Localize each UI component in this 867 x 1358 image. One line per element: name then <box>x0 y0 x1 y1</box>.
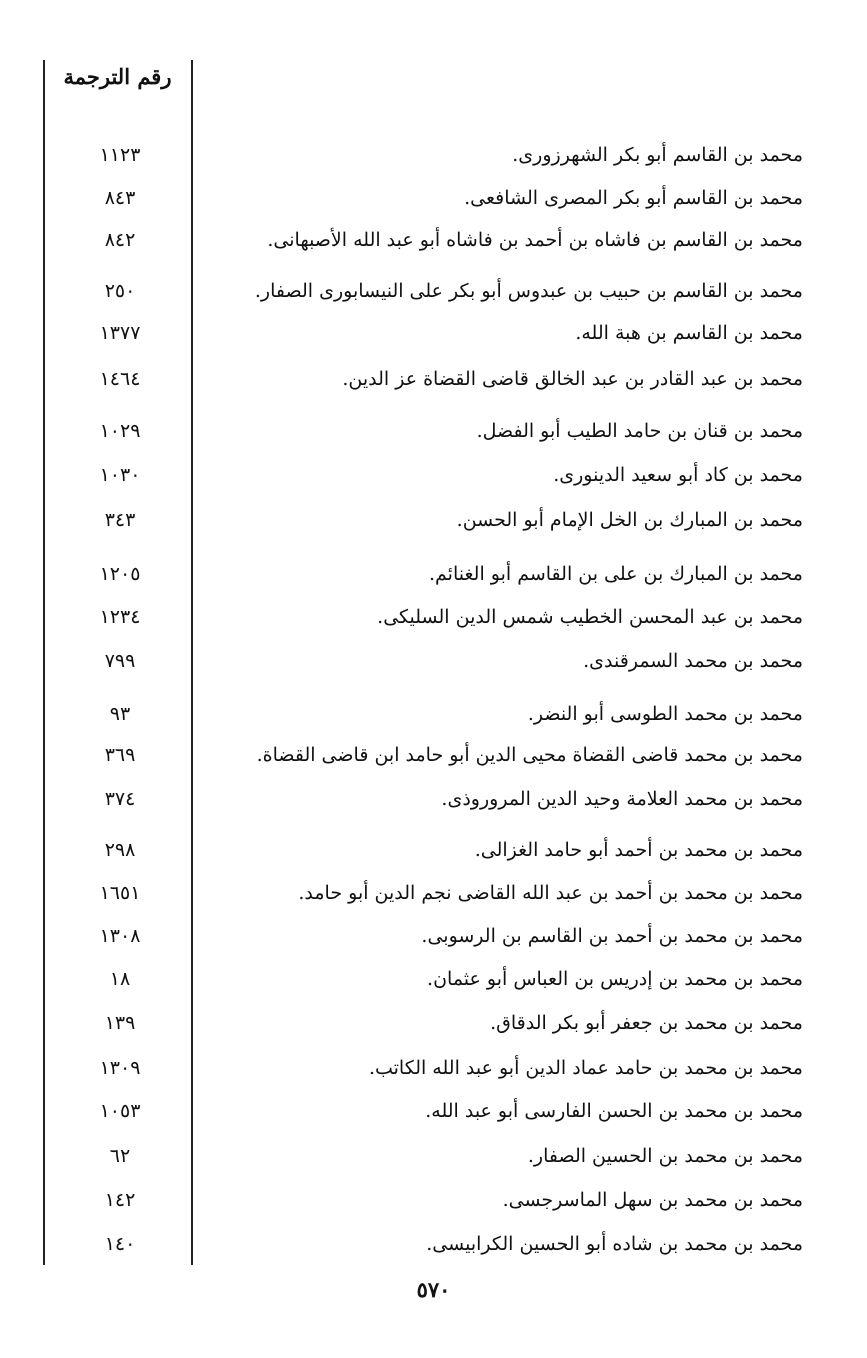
entry-number: ١٣٠٩ <box>99 1057 141 1079</box>
list-item <box>0 602 867 642</box>
number-column-header: رقم الترجمة <box>63 64 172 89</box>
entry-number: ١٢٣٤ <box>99 606 141 628</box>
list-item <box>0 878 867 918</box>
list-item <box>0 1141 867 1181</box>
entry-number: ١٣٧٧ <box>99 322 141 344</box>
list-item <box>0 646 867 686</box>
entry-name: محمد بن محمد بن الحسين الصفار. <box>527 1145 803 1167</box>
list-item <box>0 1229 867 1269</box>
entry-number: ١٠٢٩ <box>99 420 141 442</box>
entry-number: ١٤٠ <box>104 1233 136 1255</box>
list-item <box>0 505 867 545</box>
list-item <box>0 276 867 316</box>
entry-number: ١٠٥٣ <box>99 1100 141 1122</box>
entry-number: ١٦٥١ <box>99 882 141 904</box>
list-item <box>0 784 867 824</box>
entry-name: محمد بن محمد بن الحسن الفارسى أبو عبد الله. <box>425 1100 803 1122</box>
list-item <box>0 183 867 223</box>
entry-number: ١٢٠٥ <box>99 563 141 585</box>
entry-name: محمد بن محمد العلامة وحيد الدين المروروذى. <box>441 788 803 810</box>
list-item <box>0 835 867 875</box>
entry-name: محمد بن محمد بن أحمد بن القاسم بن الرسوبى. <box>421 925 803 947</box>
entry-name: محمد بن القاسم أبو بكر المصرى الشافعى. <box>464 187 803 209</box>
list-item <box>0 318 867 358</box>
list-item <box>0 225 867 265</box>
entry-number: ١٣٠٨ <box>99 925 141 947</box>
entry-number: ١٨ <box>109 968 131 990</box>
entry-number: ١٣٩ <box>104 1012 136 1034</box>
entry-number: ١٤٢ <box>104 1189 136 1211</box>
entry-number: ٣٧٤ <box>104 788 136 810</box>
entry-number: ٣٤٣ <box>104 509 136 531</box>
list-item <box>0 559 867 599</box>
list-item <box>0 364 867 404</box>
entry-number: ١٤٦٤ <box>99 368 141 390</box>
entry-number: ٩٣ <box>109 703 131 725</box>
list-item <box>0 460 867 500</box>
entry-name: محمد بن محمد بن شاده أبو الحسين الكرابيسى. <box>426 1233 803 1255</box>
entry-name: محمد بن عبد المحسن الخطيب شمس الدين السليكى. <box>377 606 803 628</box>
entry-number: ٢٥٠ <box>104 280 136 302</box>
entry-name: محمد بن محمد بن أحمد أبو حامد الغزالى. <box>474 839 803 861</box>
entry-number: ٧٩٩ <box>104 650 136 672</box>
list-item <box>0 964 867 1004</box>
entry-name: محمد بن محمد بن سهل الماسرجسى. <box>502 1189 803 1211</box>
list-item <box>0 140 867 180</box>
entry-name: محمد بن محمد قاضى القضاة محيى الدين أبو حامد ابن قاضى القضاة. <box>256 744 803 766</box>
entry-name: محمد بن محمد بن حامد عماد الدين أبو عبد الله الكاتب. <box>368 1057 803 1079</box>
list-item <box>0 1096 867 1136</box>
entry-name: محمد بن القاسم بن هبة الله. <box>575 322 803 344</box>
entry-name: محمد بن القاسم بن حبيب بن عبدوس أبو بكر على النيسابورى الصفار. <box>254 280 803 302</box>
entry-name: محمد بن محمد بن أحمد بن عبد الله القاضى نجم الدين أبو حامد. <box>298 882 803 904</box>
entry-number: ١٠٣٠ <box>99 464 141 486</box>
entry-name: محمد بن المبارك بن على بن القاسم أبو الغنائم. <box>429 563 803 585</box>
entry-number: ٨٤٢ <box>104 229 136 251</box>
entry-name: محمد بن كاد أبو سعيد الدينورى. <box>553 464 803 486</box>
list-item <box>0 921 867 961</box>
list-item <box>0 416 867 456</box>
entry-number: ٦٢ <box>109 1145 131 1167</box>
entry-name: محمد بن محمد بن إدريس بن العباس أبو عثمان. <box>427 968 803 990</box>
entry-number: ١١٢٣ <box>99 144 141 166</box>
entry-name: محمد بن قنان بن حامد الطيب أبو الفضل. <box>476 420 803 442</box>
entry-number: ٢٩٨ <box>104 839 136 861</box>
list-item <box>0 740 867 780</box>
list-item <box>0 1008 867 1048</box>
list-item <box>0 1053 867 1093</box>
entry-name: محمد بن عبد القادر بن عبد الخالق قاضى القضاة عز الدين. <box>342 368 803 390</box>
page-number: ٥٧٠ <box>416 1277 451 1302</box>
entry-number: ٣٦٩ <box>104 744 136 766</box>
entry-name: محمد بن القاسم بن فاشاه بن أحمد بن فاشاه أبو عبد الله الأصبهانى. <box>267 229 803 251</box>
list-item <box>0 1185 867 1225</box>
list-item <box>0 699 867 739</box>
entry-name: محمد بن المبارك بن الخل الإمام أبو الحسن. <box>456 509 803 531</box>
entry-name: محمد بن محمد السمرقندى. <box>583 650 803 672</box>
entry-number: ٨٤٣ <box>104 187 136 209</box>
entry-name: محمد بن محمد الطوسى أبو النضر. <box>527 703 803 725</box>
entry-name: محمد بن القاسم أبو بكر الشهرزورى. <box>512 144 803 166</box>
entry-name: محمد بن محمد بن جعفر أبو بكر الدقاق. <box>490 1012 803 1034</box>
